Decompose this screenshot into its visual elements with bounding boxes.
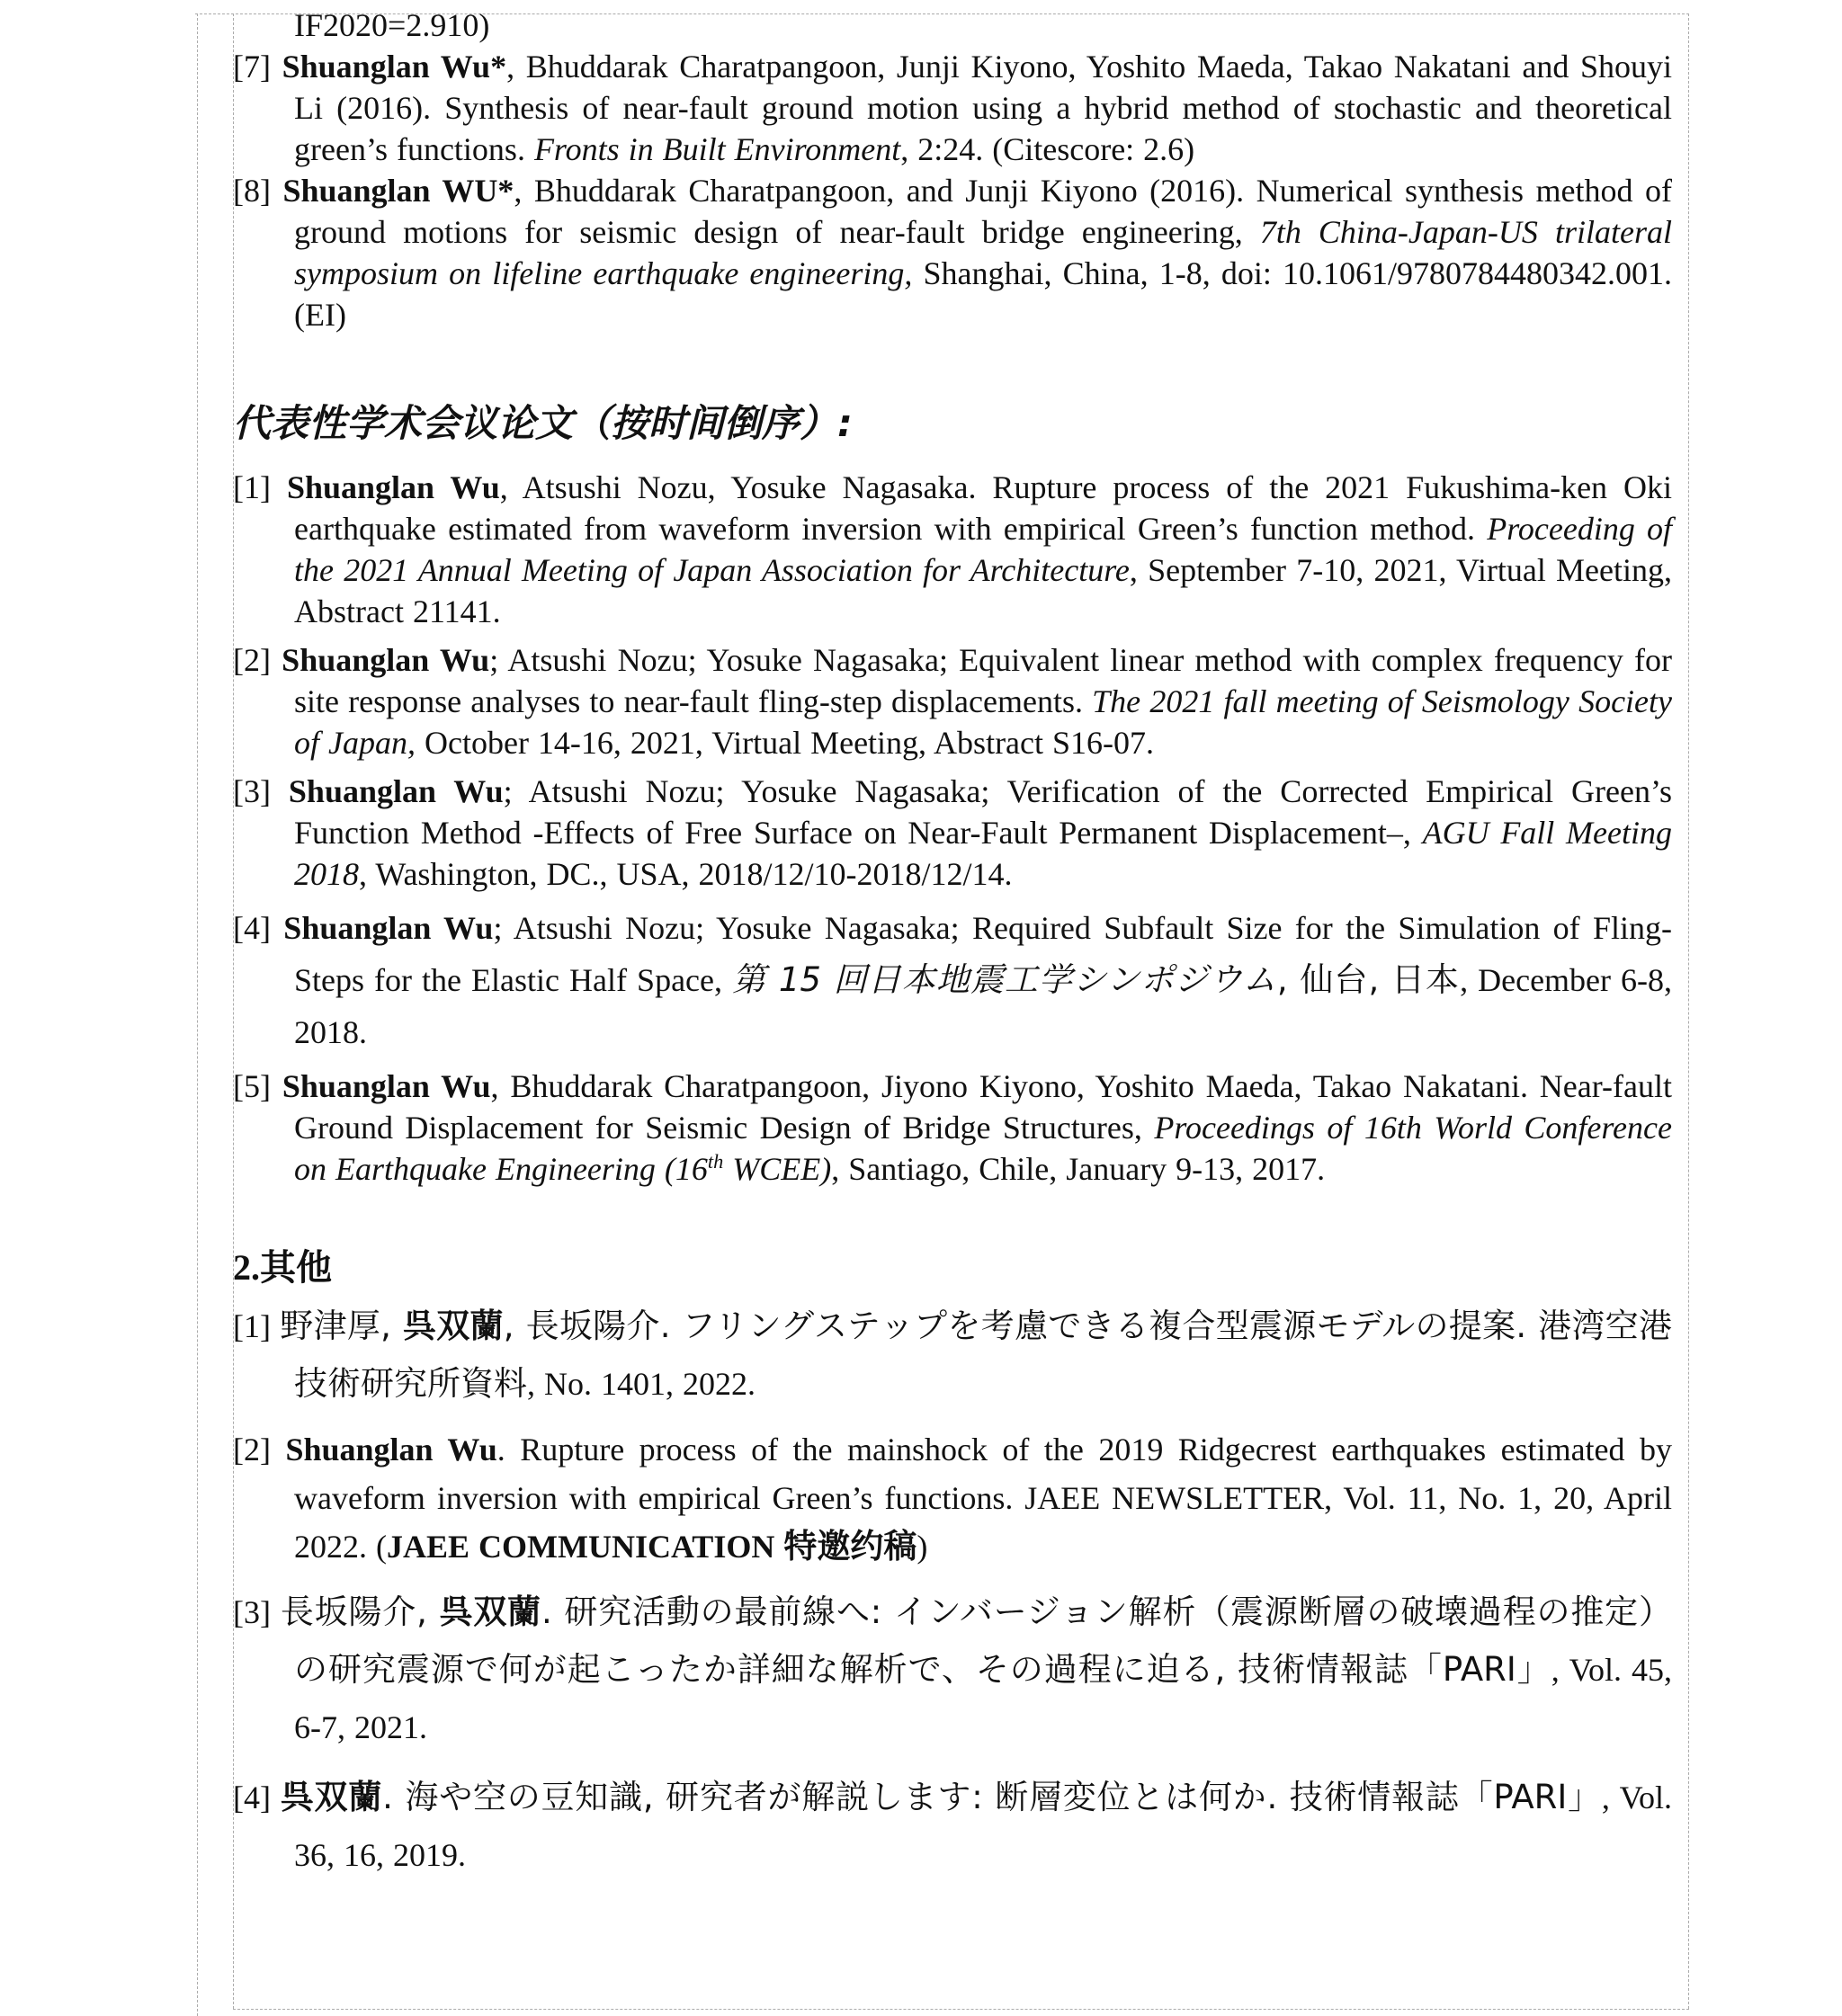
conference-section-heading: 代表性学术会议论文（按时间倒序）: (233, 401, 853, 445)
text-run: . 海や空の豆知識, 研究者が解説します: 断層変位とは何か. 技術情報誌「PARI」 (382, 1778, 1602, 1816)
text-run: AGU Fall Meeting 2018 (294, 815, 1672, 892)
text-run: Shuanglan Wu (285, 1432, 497, 1467)
document-text-area (233, 4, 1672, 1884)
reference-number: [4] (233, 910, 284, 946)
text-run: , 長坂陽介. フリングステップを考慮できる複合型震源モデルの提案. 港湾空港技術研究所資料 (294, 1307, 1672, 1403)
journal-reference-list (233, 46, 1672, 335)
text-run: , Vol. 45, 6-7, 2021. (294, 1652, 1673, 1745)
text-run: WCEE) (723, 1151, 832, 1187)
text-run: ; Atsushi Nozu; Yosuke Nagasaka; Required Subfault Size for the Simulation of Fling-Steps for the Elastic Half Space, (294, 910, 1672, 998)
text-run: Shuanglan Wu* (282, 49, 507, 85)
text-run: , Bhuddarak Charatpangoon, Jiyono Kiyono, Yoshito Maeda, Takao Nakatani. Near-fault Ground Displacement for Seismic Design of Bridge Structures, (294, 1068, 1672, 1146)
reference-number: [3] (233, 773, 289, 809)
text-run: Shanghai, China, 1-8, doi: 10.1061/9780784480342.001. (EI) (294, 255, 1673, 333)
other-section-heading: 2.其他 (233, 1247, 332, 1288)
text-run: Shuanglan Wu (288, 773, 504, 809)
reference-number: [1] (233, 469, 287, 505)
text-run: October 14-16, 2021, Virtual Meeting, Abstract S16-07. (415, 725, 1155, 761)
text-run: th (707, 1150, 724, 1173)
reference-item (233, 46, 1672, 170)
text-run: , 仙台, 日本 (1276, 960, 1461, 999)
text-boundary-right (1688, 13, 1689, 2009)
text-run: Shuanglan Wu (283, 910, 494, 946)
text-run: , No. 1401, 2022. (527, 1366, 756, 1402)
text-run: , Washington, DC., USA, 2018/12/10-2018/12/14. (359, 856, 1013, 892)
reference-number: [8] (233, 173, 283, 209)
text-run: JAEE COMMUNICATION (387, 1529, 784, 1565)
text-run: 特邀约稿 (783, 1527, 917, 1566)
reference-fragment: IF2020=2.910) (294, 7, 490, 43)
reference-item (233, 1298, 1672, 1413)
text-run: Fronts in Built Environment (533, 131, 901, 167)
text-run: ; Atsushi Nozu; Yosuke Nagasaka; Equivalent linear method with complex frequency for site response analyses to near-fault fling-step displacements. (294, 642, 1672, 719)
text-run: Proceeding of the 2021 Annual Meeting of Japan Association for Architecture (294, 511, 1673, 588)
reference-number: [1] (233, 1308, 281, 1344)
reference-item (233, 1583, 1672, 1756)
text-run: , Santiago, Chile, January 9-13, 2017. (831, 1151, 1326, 1187)
text-run: 呉双蘭 (280, 1778, 383, 1816)
reference-item (233, 1769, 1672, 1884)
text-run: The 2021 fall meeting of Seismology Society of Japan, (294, 683, 1673, 761)
reference-item (233, 639, 1672, 763)
text-run: Proceedings of 16th World Conference on Earthquake Engineering (16 (294, 1110, 1672, 1187)
text-run: . Rupture process of the mainshock of the 2019 Ridgecrest earthquakes estimated by waveform inversion with empirical Green’s functions. JAEE NEWSLETTER, Vol. 11, No. 1, 20, April 2022. ( (294, 1432, 1672, 1565)
reference-number: [3] (233, 1594, 281, 1630)
text-run: , Bhuddarak Charatpangoon, Junji Kiyono, Yoshito Maeda, Takao Nakatani and Shouyi Li (2016). Synthesis of near-fault ground motion using a hybrid method of stochastic and theoretical green’s functions. (294, 49, 1672, 167)
text-run: Shuanglan Wu (286, 469, 500, 505)
reference-item (233, 467, 1672, 632)
text-run: . 研究活動の最前線へ: インバージョン解析（震源断層の破壊過程の推定）の研究震源で何が起こったか詳細な解析で、その過程に迫る, 技術情報誌「PARI」 (294, 1592, 1673, 1689)
text-run: 長坂陽介, (280, 1592, 440, 1631)
text-run: , September 7-10, 2021, Virtual Meeting, Abstract 21141. (294, 552, 1672, 629)
reference-number: [7] (233, 49, 282, 85)
text-run: , Atsushi Nozu, Yosuke Nagasaka. Rupture process of the 2021 Fukushima-ken Oki earthquake estimated from waveform inversion with empirical Green’s function method. (294, 469, 1672, 547)
reference-number: [2] (233, 642, 282, 678)
text-run: , December 6-8, 2018. (294, 962, 1673, 1050)
text-boundary-left-outer (197, 13, 198, 2016)
text-run: 第 15 回日本地震工学シンポジウム (732, 960, 1277, 999)
text-run: , 2:24. (Citescore: 2.6) (900, 131, 1195, 167)
text-run: 7th China-Japan-US trilateral symposium on lifeline earthquake engineering, (294, 214, 1672, 291)
text-run: , Bhuddarak Charatpangoon, and Junji Kiyono (2016). Numerical synthesis method of ground motions for seismic design of near-fault bridge engineering, (294, 173, 1672, 250)
other-reference-list (233, 1298, 1672, 1884)
reference-item (233, 1425, 1672, 1571)
text-run: , Vol. 36, 16, 2019. (294, 1780, 1673, 1873)
text-run: ; Atsushi Nozu; Yosuke Nagasaka; Verification of the Corrected Empirical Green’s Function Method -Effects of Free Surface on Near-Fault Permanent Displacement–, (294, 773, 1672, 851)
reference-item (233, 1066, 1672, 1190)
reference-number: [2] (233, 1432, 286, 1467)
text-run: 野津厚, (280, 1307, 403, 1345)
reference-number: [4] (233, 1780, 281, 1815)
reference-item (233, 170, 1672, 335)
text-run: 呉双蘭 (402, 1307, 504, 1345)
text-run: Shuanglan Wu (282, 1068, 491, 1104)
conference-reference-list (233, 467, 1672, 1190)
reference-item (233, 902, 1672, 1058)
reference-number: [5] (233, 1068, 282, 1104)
text-run: Shuanglan Wu (282, 642, 490, 678)
text-run: Shuanglan WU* (282, 173, 514, 209)
text-run: ) (917, 1529, 928, 1565)
reference-item (233, 771, 1672, 895)
text-boundary-bottom (233, 2009, 1689, 2010)
text-run: 呉双蘭 (439, 1592, 541, 1631)
